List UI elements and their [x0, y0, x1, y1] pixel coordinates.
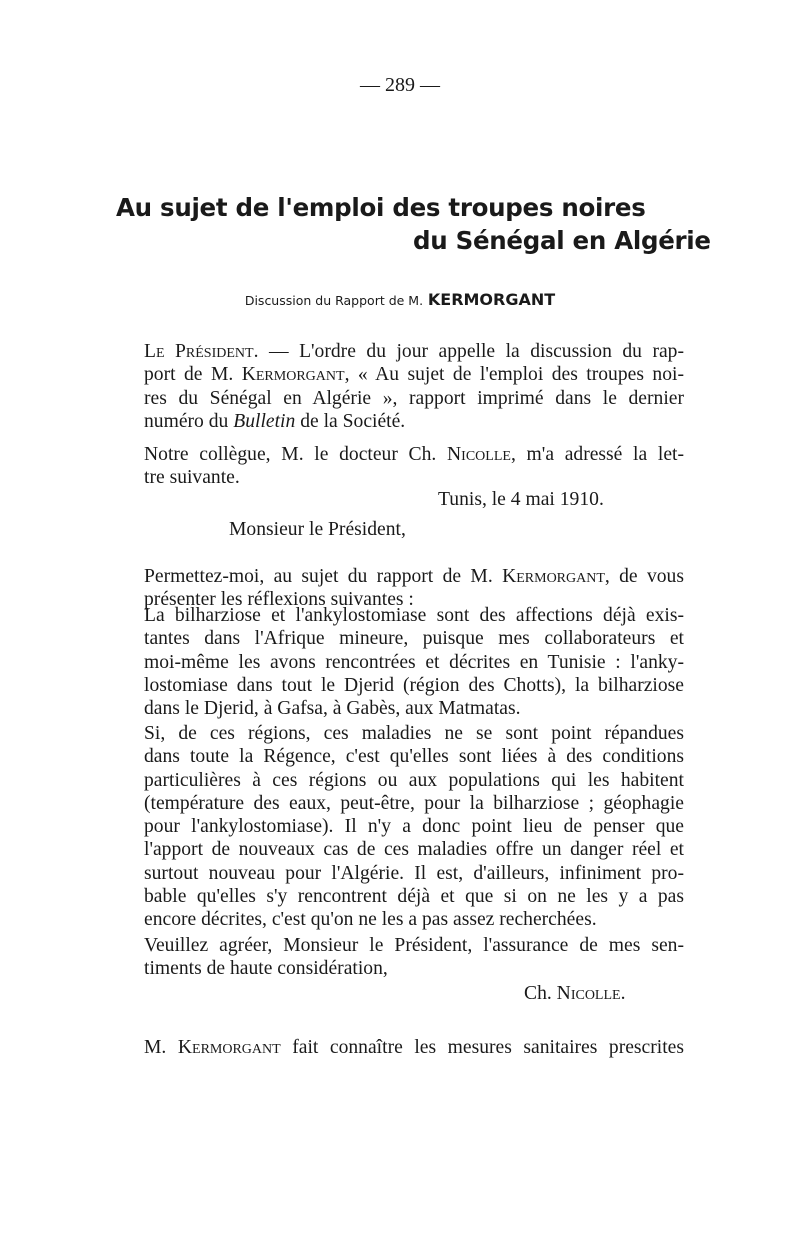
paragraph-5-line: bable qu'elles s'y rencontrent déjà et que si on ne les y a pas	[144, 886, 684, 908]
paragraph-1-line-1: Le Président. — L'ordre du jour appelle la discussion du rap-	[144, 341, 684, 362]
paragraph-4-line: tantes dans l'Afrique mineure, puisque mes collaborateurs et	[144, 628, 684, 650]
person-name: Kermorgant	[241, 364, 345, 386]
paragraph-5-line: surtout nouveau pour l'Algérie. Il est, d'ailleurs, infiniment pro-	[144, 862, 684, 884]
paragraph-4-line: moi-même les avons rencontrées et décrites en Tunisie : l'anky-	[144, 651, 684, 673]
bulletin-title: Bulletin	[233, 410, 296, 432]
paragraph-5-line: pour l'ankylostomiase). Il n'y a donc point lieu de penser que	[144, 816, 684, 838]
article-subtitle	[0, 290, 800, 309]
signature-name: Nicolle.	[556, 983, 626, 1004]
page-number: — 289 —	[360, 74, 440, 96]
paragraph-7-line-1: M. Kermorgant fait connaître les mesures sanitaires prescrites	[144, 1037, 684, 1058]
paragraph-6	[144, 934, 684, 981]
paragraph-5-line: encore décrites, c'est qu'on ne les a pas assez recherchées.	[144, 909, 597, 931]
paragraph-3-line-2: présenter les réflexions suivantes :	[144, 589, 414, 611]
paragraph-6-line: Veuillez agréer, Monsieur le Président, l'assurance de mes sen-	[144, 935, 684, 956]
paragraph-2-line-1: Notre collègue, M. le docteur Ch. Nicolle, m'a adressé la let-	[144, 444, 685, 465]
subtitle-name: KERMORGANT	[427, 290, 556, 309]
paragraph-2	[144, 443, 684, 490]
paragraph-5-line: dans toute la Régence, c'est qu'elles sont liées à des conditions	[144, 746, 684, 768]
person-name: Kermorgant	[502, 566, 605, 587]
article-title-line-1: Au sujet de l'emploi des troupes noires	[116, 193, 646, 222]
paragraph-4	[144, 604, 684, 720]
letter-salutation: Monsieur le Président,	[229, 519, 406, 540]
paragraph-2-line-2: tre suivante.	[144, 467, 240, 489]
paragraph-4-line: dans le Djerid, à Gafsa, à Gabès, aux Matmatas.	[144, 698, 521, 720]
paragraph-4-line: La bilharziose et l'ankylostomiase sont des affections déjà exis-	[144, 605, 684, 626]
paragraph-1	[144, 340, 684, 433]
paragraph-7	[144, 1036, 684, 1059]
article-title-line-2: du Sénégal en Algérie	[413, 226, 711, 255]
speaker-label: Le Président.	[144, 341, 259, 362]
letter-signature: Ch. Nicolle.	[524, 983, 626, 1004]
paragraph-1-line-4: numéro du Bulletin de la Société.	[144, 410, 406, 432]
person-name: Nicolle	[447, 444, 511, 465]
paragraph-1-line-2: port de M. Kermorgant, « Au sujet de l'emploi des troupes noi-	[144, 364, 684, 386]
paragraph-5	[144, 722, 684, 932]
paragraph-6-line: timents de haute considération,	[144, 958, 388, 980]
paragraph-5-line: (température des eaux, peut-être, pour la bilharziose ; géophagie	[144, 792, 684, 814]
letter-dateline: Tunis, le 4 mai 1910.	[438, 489, 604, 510]
paragraph-1-line-3: res du Sénégal en Algérie », rapport imprimé dans le dernier	[144, 387, 684, 409]
paragraph-4-line: lostomiase dans tout le Djerid (région des Chotts), la bilharziose	[144, 674, 684, 696]
paragraph-3-line-1: Permettez-moi, au sujet du rapport de M. Kermorgant, de vous	[144, 566, 684, 587]
paragraph-5-line: Si, de ces régions, ces maladies ne se sont point répandues	[144, 723, 684, 744]
subtitle-prefix: Discussion du Rapport de M.	[244, 293, 424, 308]
person-name: Kermorgant	[177, 1037, 281, 1058]
paragraph-5-line: particulières à ces régions ou aux populations qui les habitent	[144, 769, 684, 791]
paragraph-5-line: l'apport de nouveaux cas de ces maladies offre un danger réel et	[144, 839, 684, 861]
